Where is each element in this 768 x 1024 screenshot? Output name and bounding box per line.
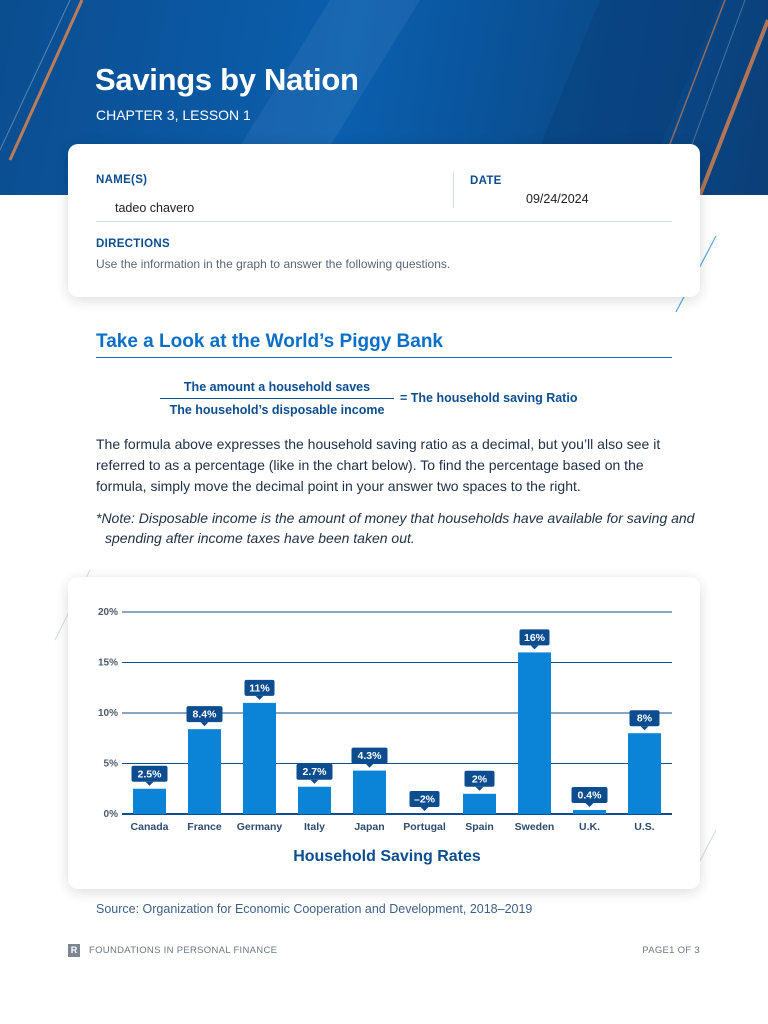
y-tick-label: 20%: [97, 607, 118, 618]
footer-page-number: PAGE1 OF 3: [642, 945, 700, 956]
chart-title: Household Saving Rates: [293, 848, 481, 865]
footer-course-name: FOUNDATIONS IN PERSONAL FINANCE: [89, 945, 278, 956]
data-label: 8.4%: [192, 708, 217, 721]
x-tick-label: France: [187, 821, 222, 833]
data-label-pointer: [531, 645, 539, 649]
data-label: 2.5%: [137, 768, 162, 781]
section-rule: [96, 357, 672, 358]
data-label: 4.3%: [357, 750, 382, 763]
chart-card: [68, 577, 700, 889]
directions-text: Use the information in the graph to answer the following questions.: [96, 257, 451, 271]
bar-spain: [463, 794, 496, 814]
y-tick-label: 0%: [103, 809, 118, 820]
field-divider: [453, 172, 454, 208]
data-label-pointer: [421, 807, 429, 811]
formula-denominator: The household’s disposable income: [169, 403, 385, 417]
data-label-pointer: [146, 782, 154, 786]
x-tick-label: Italy: [303, 821, 326, 833]
formula-numerator: The amount a household saves: [160, 380, 394, 399]
data-label: –2%: [413, 793, 436, 806]
x-tick-label: Germany: [236, 821, 283, 833]
x-tick-label: Portugal: [403, 821, 446, 833]
data-label: 11%: [249, 682, 270, 695]
student-info-card: [68, 144, 700, 297]
x-tick-label: Japan: [354, 821, 385, 833]
bar-japan: [353, 771, 386, 814]
data-label-pointer: [586, 803, 594, 807]
bar-sweden: [518, 652, 551, 814]
footer-logo: R: [68, 944, 80, 957]
y-tick-label: 10%: [97, 708, 118, 719]
bar-france: [188, 729, 221, 814]
data-label: 2.7%: [302, 766, 327, 779]
data-label-pointer: [256, 696, 264, 700]
names-label: NAME(S): [96, 174, 148, 186]
data-label-pointer: [366, 764, 374, 768]
formula-explanation: The formula above expresses the household saving ratio as a decimal, but you’ll also see it referred to as a percentage (like in the chart below). To find the percentage based on the formula, simply move the decimal point in your answer two spaces to the right.: [96, 436, 661, 494]
data-label: 8%: [636, 712, 653, 725]
bar-germany: [243, 703, 276, 814]
data-label: 16%: [523, 631, 546, 644]
field-separator: [96, 221, 672, 222]
source-citation: Source: Organization for Economic Cooperation and Development, 2018–2019: [96, 902, 533, 916]
x-tick-label: Spain: [465, 821, 494, 833]
formula-result: = The household saving Ratio: [400, 391, 578, 405]
names-field[interactable]: tadeo chavero: [115, 201, 195, 215]
data-label-pointer: [476, 787, 484, 791]
data-label: 0.4%: [577, 789, 602, 802]
x-tick-label: Sweden: [514, 821, 555, 833]
bar-italy: [298, 787, 331, 814]
disposable-income-note: *Note: Disposable income is the amount of money that households have available for saving and spending after income taxes have been taken out.: [96, 510, 695, 546]
data-label: 2%: [471, 773, 488, 786]
page-title: Savings by Nation: [95, 62, 359, 97]
x-tick-label: U.K.: [579, 821, 600, 833]
data-label-pointer: [311, 780, 319, 784]
x-tick-label: U.S.: [634, 821, 655, 833]
y-tick-label: 5%: [103, 758, 118, 770]
data-label-pointer: [201, 722, 209, 726]
y-tick-label: 15%: [97, 657, 118, 669]
date-label: DATE: [470, 175, 502, 187]
household-saving-rates-chart: [68, 577, 700, 889]
bar-canada: [133, 789, 166, 814]
bar-us: [628, 733, 661, 814]
data-label-pointer: [641, 726, 649, 730]
page-subtitle: CHAPTER 3, LESSON 1: [96, 107, 251, 123]
saving-ratio-formula: [160, 380, 394, 417]
date-field[interactable]: 09/24/2024: [526, 192, 589, 206]
x-tick-label: Canada: [130, 821, 169, 833]
section-title: Take a Look at the World’s Piggy Bank: [96, 331, 444, 352]
directions-label: DIRECTIONS: [96, 238, 170, 250]
bar-uk: [573, 810, 606, 814]
